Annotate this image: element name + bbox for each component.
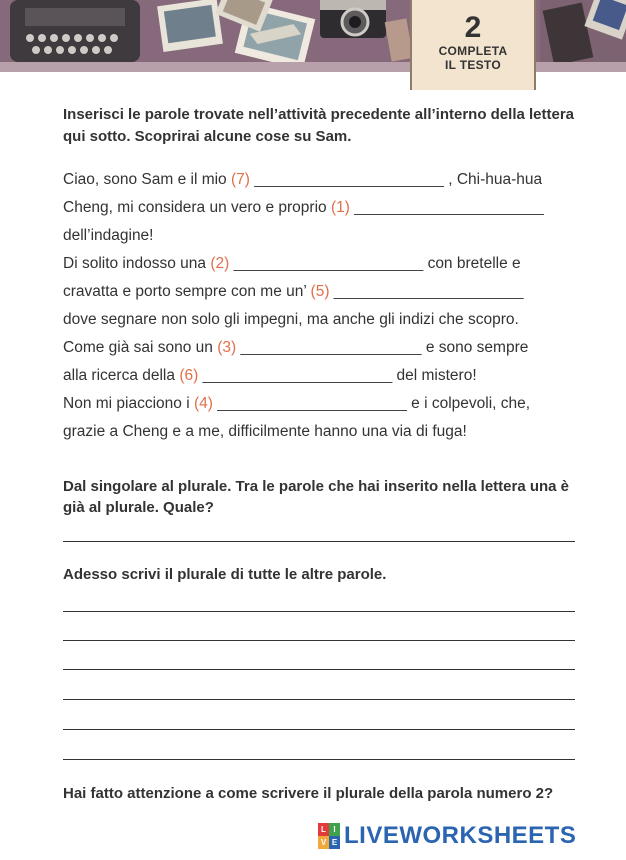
- camera-icon: [320, 0, 386, 38]
- answer-blank[interactable]: ______________________: [349, 199, 544, 216]
- answer-blank[interactable]: _____________________: [236, 339, 426, 356]
- activity-tag: [410, 0, 536, 90]
- letter-line: dell’indagine!: [63, 227, 154, 244]
- letter-line: dove segnare non solo gli impegni, ma anche gli indizi che scopro.: [63, 311, 519, 328]
- answer-line[interactable]: [63, 541, 575, 542]
- live-logo-icon: L I V E: [318, 823, 340, 849]
- blank-number: (5): [310, 283, 330, 300]
- answer-line[interactable]: [63, 759, 575, 760]
- question-plural: Dal singolare al plurale. Tra le parole che hai inserito nella lettera una è già al plurale. Quale?: [63, 478, 570, 516]
- question-attention: Hai fatto attenzione a come scrivere il plurale della parola numero 2?: [63, 785, 554, 802]
- letter-line: Cheng, mi considera un vero e proprio (1) ______________________: [63, 199, 544, 216]
- liveworksheets-logo: [318, 818, 576, 854]
- answer-line[interactable]: [63, 729, 575, 730]
- answer-blank[interactable]: ______________________: [198, 367, 397, 384]
- blank-number: (4): [193, 395, 213, 412]
- letter-line: Come già sai sono un (3) _____________________ e sono sempre: [63, 339, 529, 356]
- letter-text: [63, 166, 578, 446]
- activity-label-line1: COMPLETA: [438, 44, 508, 58]
- activity-label-line2: IL TESTO: [445, 58, 501, 72]
- blank-number: (6): [179, 367, 199, 384]
- photo-icon: [157, 0, 223, 52]
- letter-line: cravatta e porto sempre con me un’ (5) ______________________: [63, 283, 524, 300]
- answer-line[interactable]: [63, 640, 575, 641]
- blank-number: (3): [217, 339, 237, 356]
- answer-blank[interactable]: ______________________: [329, 283, 524, 300]
- letter-line: Di solito indosso una (2) ______________________ con bretelle e: [63, 255, 521, 272]
- letter-line: Ciao, sono Sam e il mio (7) ______________________ , Chi-hua-hua: [63, 171, 543, 188]
- answer-line[interactable]: [63, 669, 575, 670]
- question-write-plurals: Adesso scrivi il plurale di tutte le altre parole.: [63, 566, 387, 583]
- blank-number: (7): [231, 171, 250, 188]
- answer-blank[interactable]: ______________________: [229, 255, 428, 272]
- intro-instructions: Inserisci le parole trovate nell’attività precedente all’interno della lettera qui sotto. Scoprirai alcune cose su Sam.: [63, 106, 575, 145]
- answer-line[interactable]: [63, 611, 575, 612]
- bold-word: plurale: [105, 499, 155, 516]
- answer-blank[interactable]: ______________________: [212, 395, 412, 412]
- blank-number: (2): [210, 255, 230, 272]
- answer-blank[interactable]: ______________________: [249, 171, 449, 188]
- typewriter-icon: [10, 0, 140, 62]
- letter-line: grazie a Cheng e a me, difficilmente hanno una via di fuga!: [63, 423, 467, 440]
- letter-line: Non mi piacciono i (4) ______________________ e i colpevoli, che,: [63, 395, 531, 412]
- brand-name: LIVEWORKSHEETS: [344, 822, 577, 849]
- activity-number: 2: [464, 11, 482, 44]
- side-copyright-text: [617, 270, 625, 750]
- blank-number: (1): [330, 199, 350, 216]
- letter-line: alla ricerca della (6) ______________________ del mistero!: [63, 367, 477, 384]
- answer-line[interactable]: [63, 699, 575, 700]
